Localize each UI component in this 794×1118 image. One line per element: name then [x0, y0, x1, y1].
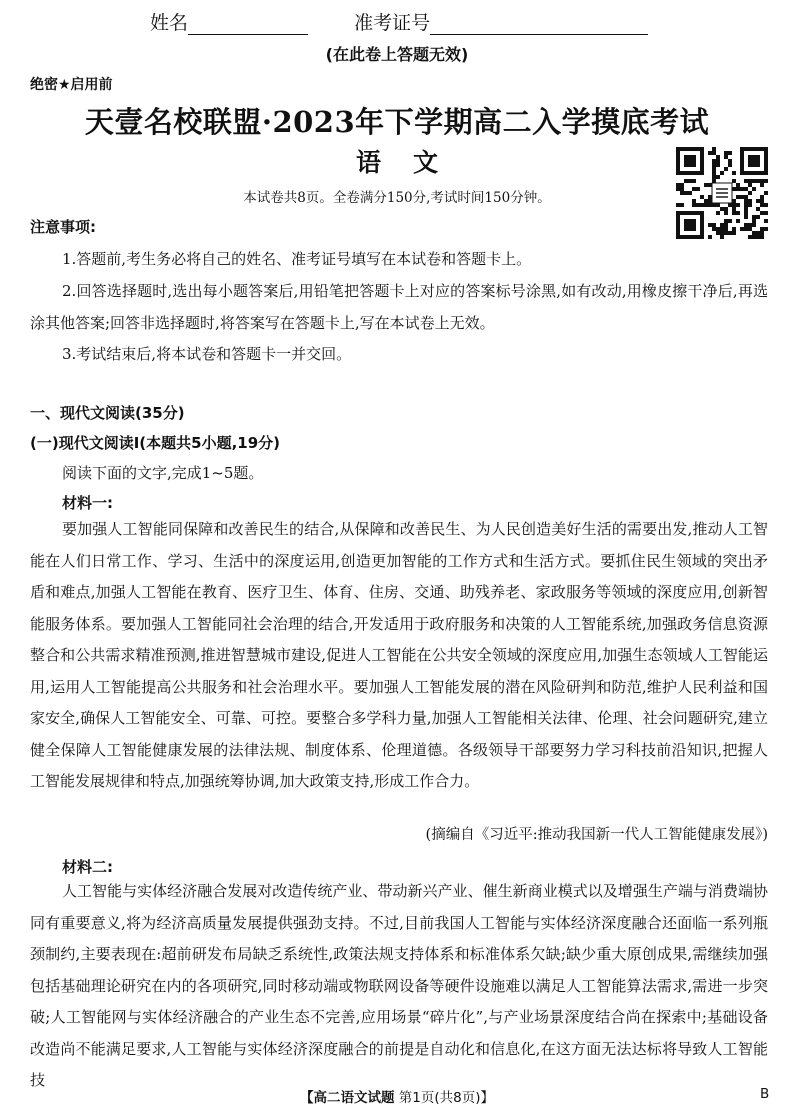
- section-title: 一、现代文阅读(35分): [30, 404, 185, 422]
- reading-instruction: 阅读下面的文字,完成1~5题。: [62, 464, 264, 482]
- note-item-3: 3.考试结束后,将本试卷和答题卡一并交回。: [62, 345, 352, 363]
- footer-label: 【高二语文试题: [299, 1090, 395, 1106]
- exam-info: 本试卷共8页。全卷满分150分,考试时间150分钟。: [243, 190, 551, 206]
- ticket-number-blank: [430, 16, 648, 35]
- note-item-1: 1.答题前,考生务必将自己的姓名、准考证号填写在本试卷和答题卡上。: [62, 250, 532, 268]
- qr-code-icon: [676, 147, 768, 239]
- material1-text: 要加强人工智能同保障和改善民生的结合,从保障和改善民生、为人民创造美好生活的需要出发,推动人工智能在人们日常工作、学习、生活中的深度运用,创造更加智能的工作方式和生活方式。要抓住民生领域的突出矛盾和难点,加强人工智能在教育、医疗卫生、体育、住房、交通、助残养老、家政服务等领域的深度应用,创新智能服务体系。要加强人工智能同社会治理的结合,开发适用于政府服务和决策的人工智能系统,加强政务信息资源整合和公共需求精准预测,推进智慧城市建设,促进人工智能在公共安全领域的深度应用,加强生态领域人工智能运用,运用人工智能提高公共服务和社会治理水平。要加强人工智能发展的潜在风险研判和防范,维护人民利益和国家安全,确保人工智能安全、可靠、可控。要整合多学科力量,加强人工智能相关法律、伦理、社会问题研究,建立健全保障人工智能健康发展的法律法规、制度体系、伦理道德。各级领导干部要努力学习科技前沿知识,把握人工智能发展规律和特点,加强统筹协调,加大政策支持,形成工作合力。: [30, 520, 768, 790]
- notes-title: 注意事项:: [30, 218, 96, 236]
- material1-label: 材料一:: [62, 494, 113, 512]
- subject-title: 语文: [355, 148, 470, 177]
- exam-title: 天壹名校联盟·2023年下学期高二入学摸底考试: [84, 105, 710, 139]
- material1-source: (摘编自《习近平:推动我国新一代人工智能健康发展》): [425, 827, 768, 843]
- part-title: (一)现代文阅读Ⅰ(本题共5小题,19分): [30, 434, 281, 452]
- name-label: 姓名: [150, 12, 189, 34]
- material2-text: 人工智能与实体经济融合发展对改造传统产业、带动新兴产业、催生新商业模式以及增强生产端与消费端协同有重要意义,将为经济高质量发展提供强劲支持。不过,目前我国人工智能与实体经济深度融合还面临一系列瓶颈制约,主要表现在:超前研发布局缺乏系统性,政策法规支持体系和标准体系欠缺;缺少重大原创成果,需继续加强包括基础理论研究在内的各项研究,同时移动端或物联网设备等硬件设施难以满足人工智能算法需求,需进一步突破;人工智能网与实体经济融合的产业生态不完善,应用场景“碎片化”,与产业场景深度结合尚在探索中;基础设备改造尚不能满足要求,人工智能与实体经济深度融合的前提是自动化和信息化,在这方面无法达标将导致人工智能技: [30, 882, 768, 1089]
- secret-label: 绝密★启用前: [30, 77, 113, 93]
- material2-label: 材料二:: [62, 858, 113, 876]
- name-blank: [188, 16, 308, 35]
- invalid-notice: (在此卷上答题无效): [325, 45, 469, 64]
- note-item-2: 2.回答选择题时,选出每小题答案后,用铅笔把答题卡上对应的答案标号涂黑,如有改动,用橡皮擦干净后,再选涂其他答案;回答非选择题时,将答案写在答题卡上,写在本试卷上无效。: [30, 282, 768, 332]
- candidate-info-line: [150, 8, 648, 35]
- page-footer: [0, 1086, 794, 1106]
- ticket-number-label: 准考证号: [354, 12, 431, 34]
- footer-page: 第1页(共8页)】: [398, 1090, 494, 1106]
- paper-version: B: [760, 1086, 770, 1102]
